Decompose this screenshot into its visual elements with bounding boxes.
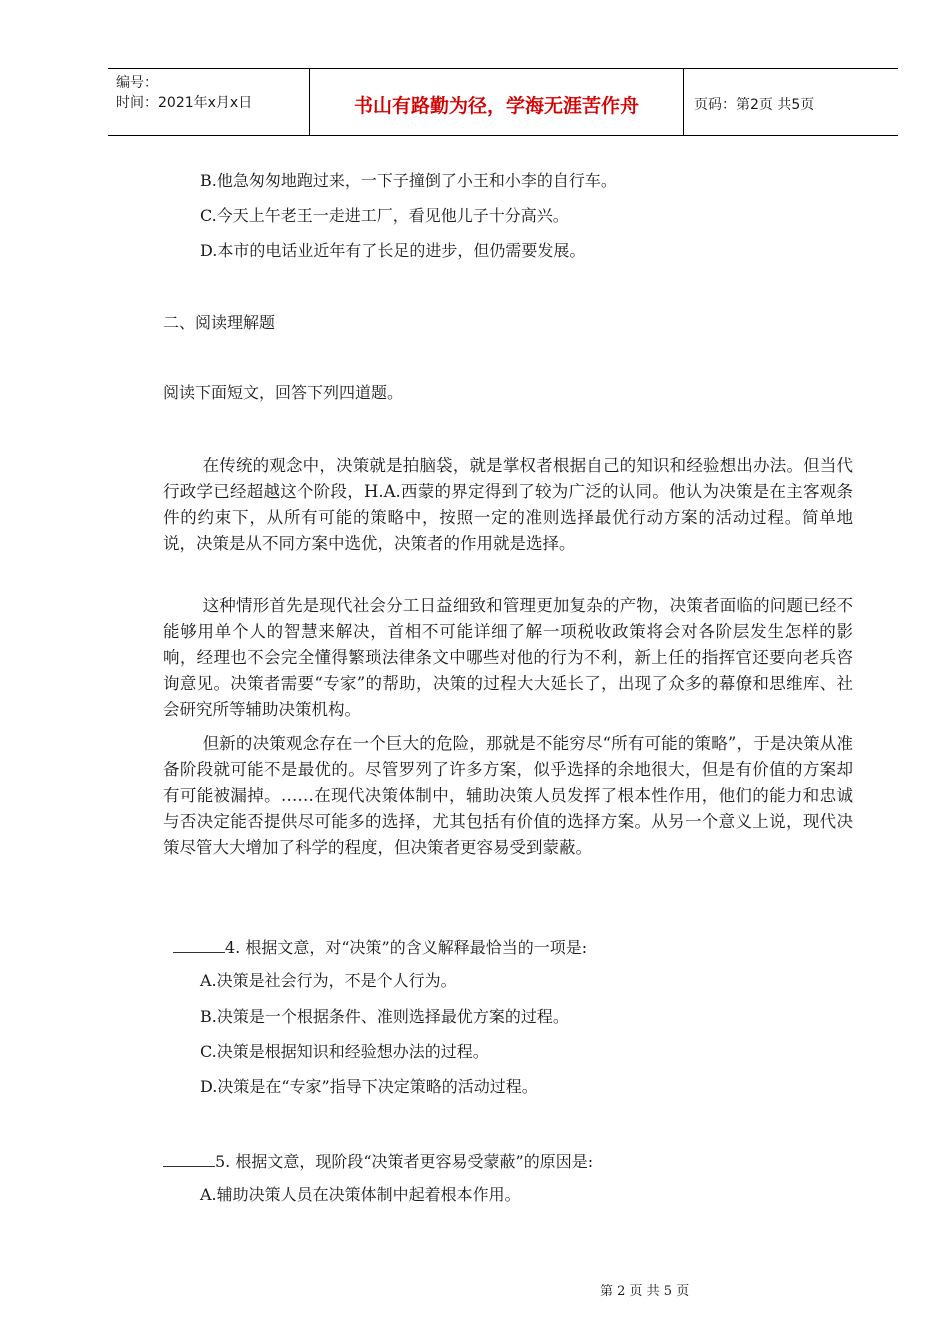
question-4-stem: 4. 根据文意，对“决策”的含义解释最恰当的一项是: (225, 938, 588, 957)
passage-paragraph-2: 这种情形首先是现代社会分工日益细致和管理更加复杂的产物，决策者面临的问题已经不能够用单个人的智慧来解决，首相不可能详细了解一项税收政策将会对各阶层发生怎样的影响，经理也不会完全懂得繁琐法律条文中哪些对他的行为不利，新上任的指挥官还要向老兵咨询意见。决策者需要“专家”的帮助，决策的过程大大延长了，出现了众多的幕僚和思维库、社会研究所等辅助决策机构。 (163, 596, 853, 719)
option-d: D.本市的电话业近年有了长足的进步，但仍需要发展。 (200, 241, 586, 260)
question-5-stem: 5. 根据文意，现阶段“决策者更容易受蒙蔽”的原因是: (215, 1152, 594, 1171)
header-page-info: 页码：第2页 共5页 (694, 97, 815, 113)
passage-paragraph-3: 但新的决策观念存在一个巨大的危险，那就是不能穷尽“所有可能的策略”，于是决策从准备阶段就可能不是最优的。尽管罗列了许多方案，似乎选择的余地很大，但是有价值的方案却有可能被漏掉。……在现代决策体制中，辅助决策人员发挥了根本性作用，他们的能力和忠诚与否决定能否提供尽可能多的选择，尤其包括有价值的选择方案。从另一个意义上说，现代决策尽管大大增加了科学的程度，但决策者更容易受到蒙蔽。 (163, 734, 853, 857)
option-c: C.今天上午老王一走进工厂，看见他儿子十分高兴。 (200, 206, 569, 225)
number-label: 编号： (116, 75, 158, 91)
header-motto: 书山有路勤为径，学海无涯苦作舟 (310, 69, 684, 135)
q4-option-d: D.决策是在“专家”指导下决定策略的活动过程。 (200, 1077, 538, 1096)
passage-paragraph-1: 在传统的观念中，决策就是拍脑袋，就是掌权者根据自己的知识和经验想出办法。但当代行政学已经超越这个阶段，H.A.西蒙的界定得到了较为广泛的认同。他认为决策是在主客观条件的约束下，从所有可能的策略中，按照一定的准则选择最优行动方案的活动过程。简单地说，决策是从不同方案中选优，决策者的作用就是选择。 (163, 456, 853, 553)
reading-instruction: 阅读下面短文，回答下列四道题。 (163, 383, 404, 402)
answer-blank[interactable] (173, 936, 225, 953)
question-5 (163, 1150, 593, 1172)
q4-option-a: A.决策是社会行为，不是个人行为。 (200, 971, 457, 990)
section-title: 二、阅读理解题 (163, 313, 276, 332)
header-table (108, 68, 898, 136)
header-meta (108, 69, 310, 135)
answer-blank[interactable] (163, 1150, 215, 1167)
q4-option-b: B.决策是一个根据条件、准则选择最优方案的过程。 (200, 1007, 569, 1026)
time-label: 时间：2021年x月x日 (116, 95, 253, 111)
q4-option-c: C.决策是根据知识和经验想办法的过程。 (200, 1042, 489, 1061)
q5-option-a: A.辅助决策人员在决策体制中起着根本作用。 (200, 1185, 521, 1204)
option-b: B.他急匆匆地跑过来，一下子撞倒了小王和小李的自行车。 (200, 171, 617, 190)
question-4 (173, 936, 587, 958)
page-footer: 第 2 页 共 5 页 (600, 1284, 690, 1299)
